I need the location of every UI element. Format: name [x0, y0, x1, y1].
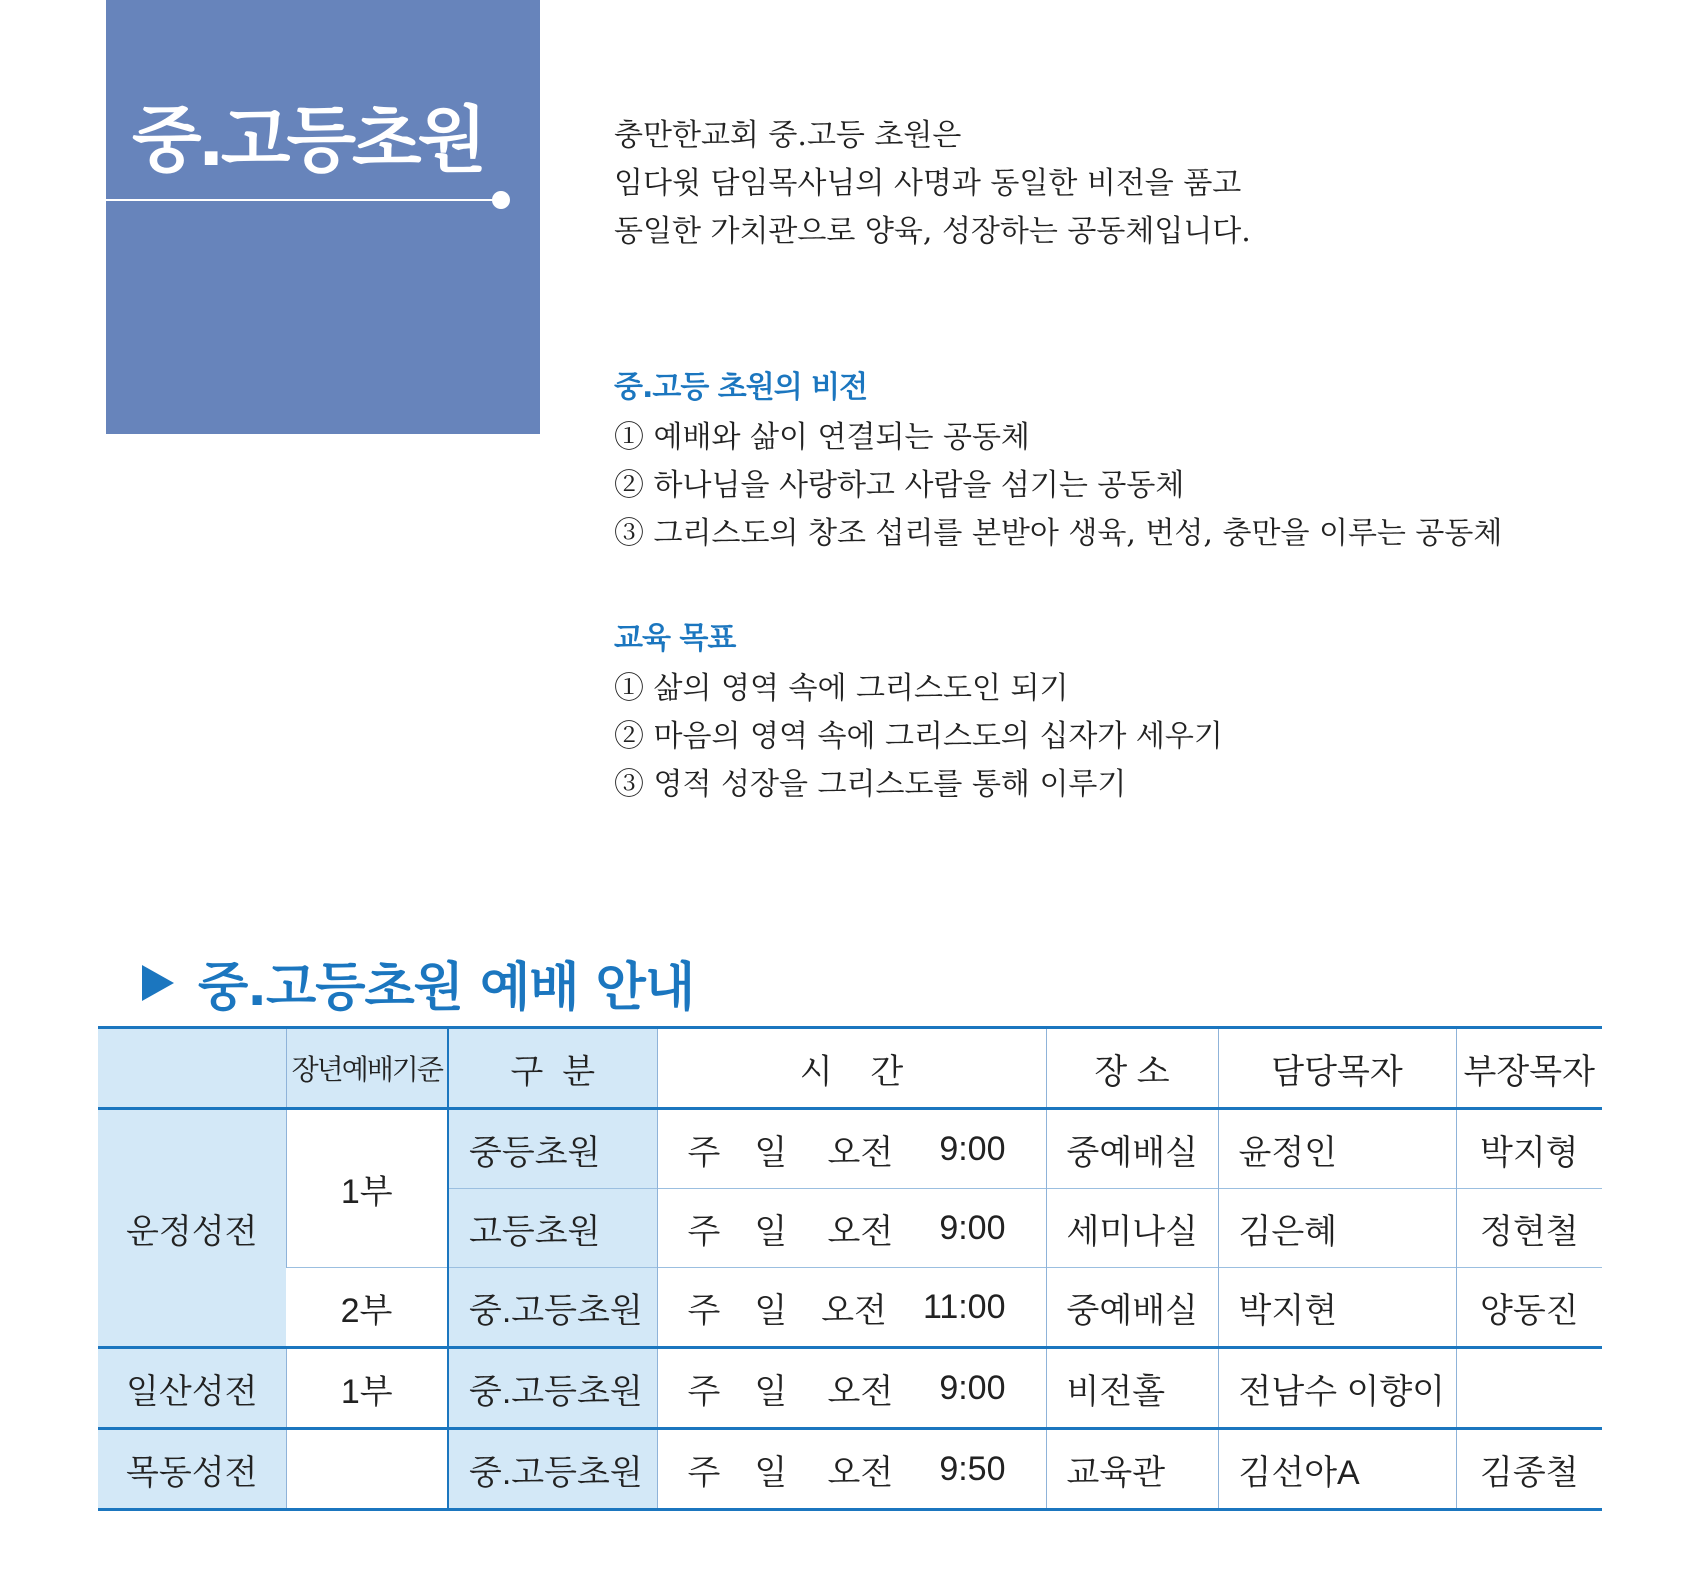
day-text: 주일: [687, 1212, 822, 1251]
campus-cell: 목동성전: [98, 1429, 286, 1510]
service-cell: [286, 1429, 448, 1510]
goal-item: ③ 영적 성장을 그리스도를 통해 이루기: [614, 767, 1127, 802]
header-pastor: 담당목자: [1218, 1028, 1456, 1109]
ampm-text: 오전: [827, 1372, 894, 1411]
vision-item: ③ 그리스도의 창조 섭리를 본받아 생육, 번성, 충만을 이루는 공동체: [614, 516, 1503, 551]
hero-divider-dot: [492, 191, 510, 209]
time-text: 9:00: [939, 1368, 1006, 1407]
goal-item: ① 삶의 영역 속에 그리스도인 되기: [614, 671, 1069, 706]
table-row: [98, 1109, 1602, 1189]
goals-heading: 교육 목표: [614, 621, 736, 656]
assistant-cell: 김종철: [1456, 1429, 1602, 1510]
assistant-cell: [1456, 1348, 1602, 1429]
goal-item: ② 마음의 영역 속에 그리스도의 십자가 세우기: [614, 719, 1223, 754]
intro-line: 동일한 가치관으로 양육, 성장하는 공동체입니다.: [614, 214, 1251, 249]
day-text: 주일: [687, 1453, 822, 1492]
vision-item: ① 예배와 삶이 연결되는 공동체: [614, 420, 1030, 455]
header-service: 장년예배기준: [286, 1028, 448, 1109]
service-cell: 1부: [286, 1109, 448, 1268]
day-text: 주일: [687, 1133, 822, 1172]
division-cell: 중.고등초원: [448, 1429, 657, 1510]
ampm-text: 오전: [821, 1291, 887, 1330]
division-cell: 중.고등초원: [448, 1348, 657, 1429]
pastor-cell: 김은혜: [1218, 1189, 1456, 1268]
intro-line: 임다윗 담임목사님의 사명과 동일한 비전을 품고: [614, 166, 1242, 201]
place-cell: 세미나실: [1046, 1189, 1218, 1268]
worship-section-title: [142, 945, 694, 1020]
place-cell: 비전홀: [1046, 1348, 1218, 1429]
service-cell: 1부: [286, 1348, 448, 1429]
division-cell: 고등초원: [448, 1189, 657, 1268]
worship-title-text: 중.고등초원 예배 안내: [198, 958, 695, 1018]
hero-box: [106, 0, 540, 434]
place-cell: 교육관: [1046, 1429, 1218, 1510]
goals-list: [614, 665, 1223, 809]
hero-title: 중.고등초원: [132, 98, 484, 182]
pastor-cell: 윤정인: [1218, 1109, 1456, 1189]
time-cell: [657, 1189, 1046, 1268]
ampm-text: 오전: [827, 1133, 894, 1172]
day-text: 주일: [687, 1372, 822, 1411]
time-cell: [657, 1268, 1046, 1348]
pastor-cell: 전남수 이향이: [1218, 1348, 1456, 1429]
ampm-text: 오전: [827, 1212, 894, 1251]
header-assistant: 부장목자: [1456, 1028, 1602, 1109]
division-cell: 중등초원: [448, 1109, 657, 1189]
triangle-bullet-icon: [142, 965, 174, 1001]
assistant-cell: 정현철: [1456, 1189, 1602, 1268]
vision-item: ② 하나님을 사랑하고 사람을 섬기는 공동체: [614, 468, 1185, 503]
ampm-text: 오전: [827, 1453, 894, 1492]
time-text: 9:00: [939, 1129, 1006, 1168]
header-place: 장 소: [1046, 1028, 1218, 1109]
intro-text: [614, 112, 1251, 256]
time-cell: [657, 1109, 1046, 1189]
time-cell: [657, 1429, 1046, 1510]
time-text: 11:00: [922, 1287, 1006, 1326]
pastor-cell: 김선아A: [1218, 1429, 1456, 1510]
hero-divider: [106, 199, 502, 201]
time-text: 9:00: [939, 1208, 1006, 1247]
table-row: [98, 1429, 1602, 1510]
time-cell: [657, 1348, 1046, 1429]
worship-schedule-table: [98, 1026, 1602, 1511]
vision-heading: 중.고등 초원의 비전: [614, 370, 868, 405]
header-division: 구 분: [448, 1028, 657, 1109]
place-cell: 중예배실: [1046, 1268, 1218, 1348]
service-cell: 2부: [286, 1268, 448, 1348]
campus-cell: 운정성전: [98, 1109, 286, 1348]
pastor-cell: 박지현: [1218, 1268, 1456, 1348]
header-campus: [98, 1028, 286, 1109]
intro-line: 충만한교회 중.고등 초원은: [614, 118, 962, 153]
table-row: [98, 1348, 1602, 1429]
table-row: [98, 1268, 1602, 1348]
header-time: 시 간: [657, 1028, 1046, 1109]
division-cell: 중.고등초원: [448, 1268, 657, 1348]
time-text: 9:50: [939, 1449, 1006, 1488]
place-cell: 중예배실: [1046, 1109, 1218, 1189]
table-header-row: [98, 1028, 1602, 1109]
assistant-cell: 양동진: [1456, 1268, 1602, 1348]
vision-list: [614, 414, 1502, 558]
day-text: 주일: [687, 1291, 822, 1330]
campus-cell: 일산성전: [98, 1348, 286, 1429]
assistant-cell: 박지형: [1456, 1109, 1602, 1189]
